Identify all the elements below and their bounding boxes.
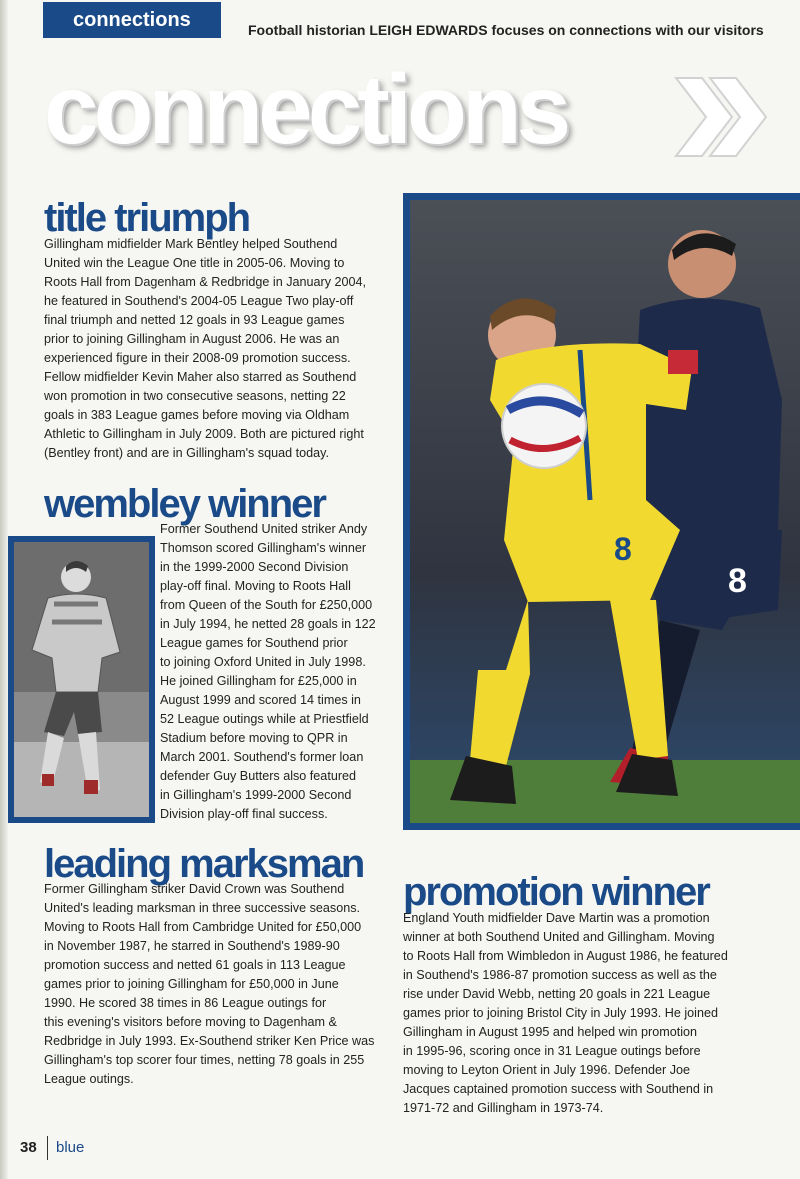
text-line: He joined Gillingham for £25,000 in	[160, 674, 357, 688]
magazine-name: blue	[56, 1139, 85, 1156]
text-line: goals in 383 League games before moving via Oldham	[44, 408, 350, 422]
action-photo-image	[410, 200, 800, 823]
page-number: 38	[20, 1139, 37, 1156]
article-leading-marksman	[44, 880, 404, 1089]
text-line: League outings.	[44, 1072, 134, 1086]
heading-promotion-winner: promotion winner	[403, 870, 709, 914]
text-line: August 1999 and scored 14 times in	[160, 693, 361, 707]
text-line: Former Gillingham striker David Crown was Southend	[44, 882, 345, 896]
text-line: Fellow midfielder Kevin Maher also starred as Southend	[44, 370, 357, 384]
text-line: experienced figure in their 2008-09 promotion success.	[44, 351, 351, 365]
article-wembley-winner	[160, 520, 400, 824]
text-line: in July 1994, he netted 28 goals in 122	[160, 617, 376, 631]
page-title: connections	[44, 54, 567, 164]
text-line: Roots Hall from Dagenham & Redbridge in January 2004,	[44, 275, 367, 289]
folio-divider	[47, 1136, 48, 1160]
text-line: Moving to Roots Hall from Cambridge United for £50,000	[44, 920, 362, 934]
section-tag: connections	[43, 2, 221, 38]
heading-title-triumph: title triumph	[44, 196, 250, 240]
text-line: games prior to joining Bristol City in July 1993. He joined	[403, 1006, 718, 1020]
text-line: prior to joining Gillingham in August 2006. He was an	[44, 332, 340, 346]
text-line: 1971-72 and Gillingham in 1973-74.	[403, 1101, 604, 1115]
text-line: games prior to joining Gillingham for £50,000 in June	[44, 977, 339, 991]
text-line: March 2001. Southend's former loan	[160, 750, 364, 764]
text-line: Gillingham midfielder Mark Bentley helped Southend	[44, 237, 338, 251]
player-photo-image	[14, 542, 149, 817]
text-line: in Gillingham's 1999-2000 Second	[160, 788, 352, 802]
photo-andy-thomson	[8, 536, 155, 823]
text-line: promotion success and netted 61 goals in 113 League	[44, 958, 346, 972]
front-shirt-number: 8	[614, 531, 632, 567]
article-title-triumph	[44, 235, 399, 463]
text-line: winner at both Southend United and Gillingham. Moving	[403, 930, 715, 944]
text-line: Stadium before moving to QPR in	[160, 731, 348, 745]
page-spine-shadow	[0, 0, 8, 1179]
text-line: Gillingham's top scorer four times, netting 78 goals in 255	[44, 1053, 365, 1067]
text-line: Athletic to Gillingham in July 2009. Both are pictured right	[44, 427, 364, 441]
heading-wembley-winner: wembley winner	[44, 482, 325, 526]
text-line: to Roots Hall from Wimbledon in August 1986, he featured	[403, 949, 728, 963]
text-line: England Youth midfielder Dave Martin was a promotion	[403, 911, 710, 925]
text-line: 1990. He scored 38 times in 86 League outings for	[44, 996, 327, 1010]
text-line: rise under David Webb, netting 20 goals in 221 League	[403, 987, 711, 1001]
text-line: in the 1999-2000 Second Division	[160, 560, 349, 574]
text-line: 52 League outings while at Priestfield	[160, 712, 369, 726]
text-line: Former Southend United striker Andy	[160, 522, 368, 536]
back-shirt-number: 8	[728, 562, 747, 600]
text-line: Jacques captained promotion success with Southend in	[403, 1082, 714, 1096]
text-line: defender Guy Butters also featured	[160, 769, 357, 783]
text-line: Gillingham in August 1995 and helped win promotion	[403, 1025, 698, 1039]
text-line: Thomson scored Gillingham's winner	[160, 541, 367, 555]
text-line: from Queen of the South for £250,000	[160, 598, 373, 612]
text-line: this evening's visitors before moving to Dagenham &	[44, 1015, 337, 1029]
text-line: Redbridge in July 1993. Ex-Southend striker Ken Price was	[44, 1034, 375, 1048]
article-subhead: Football historian LEIGH EDWARDS focuses on connections with our visitors	[248, 22, 764, 38]
text-line: (Bentley front) and are in Gillingham's squad today.	[44, 446, 329, 460]
text-line: United's leading marksman in three successive seasons.	[44, 901, 360, 915]
text-line: to joining Oxford United in July 1998.	[160, 655, 366, 669]
article-promotion-winner	[403, 909, 773, 1118]
text-line: United win the League One title in 2005-06. Moving to	[44, 256, 345, 270]
photo-bentley-maher	[403, 193, 800, 830]
text-line: in Southend's 1986-87 promotion success as well as the	[403, 968, 717, 982]
text-line: Division play-off final success.	[160, 807, 328, 821]
text-line: play-off final. Moving to Roots Hall	[160, 579, 351, 593]
text-line: in 1995-96, scoring once in 31 League outings before	[403, 1044, 701, 1058]
chevron-right-icon	[702, 72, 772, 162]
heading-leading-marksman: leading marksman	[44, 842, 364, 886]
text-line: moving to Leyton Orient in July 1996. Defender Joe	[403, 1063, 691, 1077]
text-line: League games for Southend prior	[160, 636, 348, 650]
text-line: won promotion in two consecutive seasons, netting 22	[44, 389, 346, 403]
text-line: he featured in Southend's 2004-05 League Two play-off	[44, 294, 354, 308]
text-line: in November 1987, he starred in Southend's 1989-90	[44, 939, 340, 953]
text-line: final triumph and netted 12 goals in 93 League games	[44, 313, 345, 327]
